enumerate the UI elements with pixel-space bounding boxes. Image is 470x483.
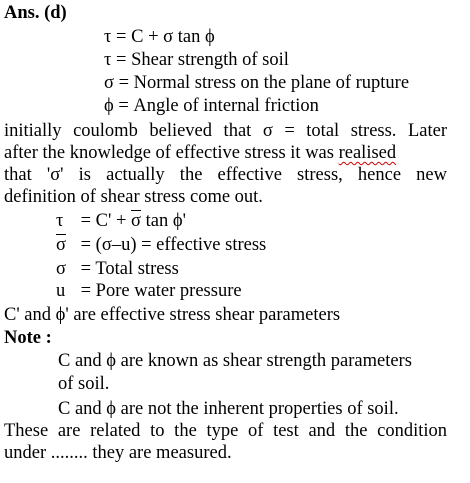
tau-symbol: τ bbox=[56, 211, 64, 231]
phi-definition: ϕ = Angle of internal friction bbox=[104, 96, 319, 116]
spellcheck-flagged-word: realised bbox=[338, 143, 397, 163]
shear-strength-equation: τ = C + σ tan ϕ bbox=[104, 27, 215, 47]
paragraph-line-2 bbox=[4, 142, 396, 164]
paragraph-line-2-text: after the knowledge of effective stress it was bbox=[4, 143, 339, 163]
effective-equation-rhs-b: tan ϕ' bbox=[141, 211, 186, 231]
paragraph-line-1: initially coulomb believed that σ = total stress. Later bbox=[4, 121, 447, 141]
effective-equation bbox=[56, 210, 186, 232]
note-point-1-line-1: C and ϕ are known as shear strength parameters bbox=[58, 351, 412, 371]
sigma-bar-rhs: = (σ–u) = effective stress bbox=[76, 235, 267, 255]
sigma-definition: σ = Normal stress on the plane of rupture bbox=[104, 73, 410, 93]
u-rhs: = Pore water pressure bbox=[76, 281, 242, 301]
note-point-2-line-1: C and ϕ are not the inherent properties of soil. bbox=[58, 399, 399, 419]
sigma-bar-definition bbox=[56, 234, 266, 256]
note-point-2-line-2: These are related to the type of test and the condition bbox=[4, 421, 447, 441]
sigma-total-definition bbox=[56, 258, 179, 280]
answer-heading: Ans. (d) bbox=[4, 3, 67, 23]
pore-pressure-definition bbox=[56, 280, 242, 302]
note-point-2-line-3: under ........ they are measured. bbox=[4, 443, 232, 463]
paragraph-line-3: that 'σ' is actually the effective stress, hence new bbox=[4, 165, 447, 185]
tau-definition: τ = Shear strength of soil bbox=[104, 50, 289, 70]
effective-equation-rhs-a: = C' + bbox=[76, 211, 132, 231]
effective-parameters-line: C' and ϕ' are effective stress shear parameters bbox=[4, 305, 341, 325]
note-point-1-line-2: of soil. bbox=[58, 374, 110, 394]
paragraph-line-4: definition of shear stress come out. bbox=[4, 187, 263, 207]
sigma-bar-symbol: $\overline{\sigma}$ bbox=[131, 211, 142, 231]
u-lhs: u bbox=[56, 281, 66, 301]
sigma-rhs: = Total stress bbox=[76, 259, 179, 279]
sigma-lhs: σ bbox=[56, 259, 66, 279]
sigma-bar-lhs: $\overline{\sigma}$ bbox=[56, 235, 66, 255]
note-label: Note : bbox=[4, 328, 52, 348]
